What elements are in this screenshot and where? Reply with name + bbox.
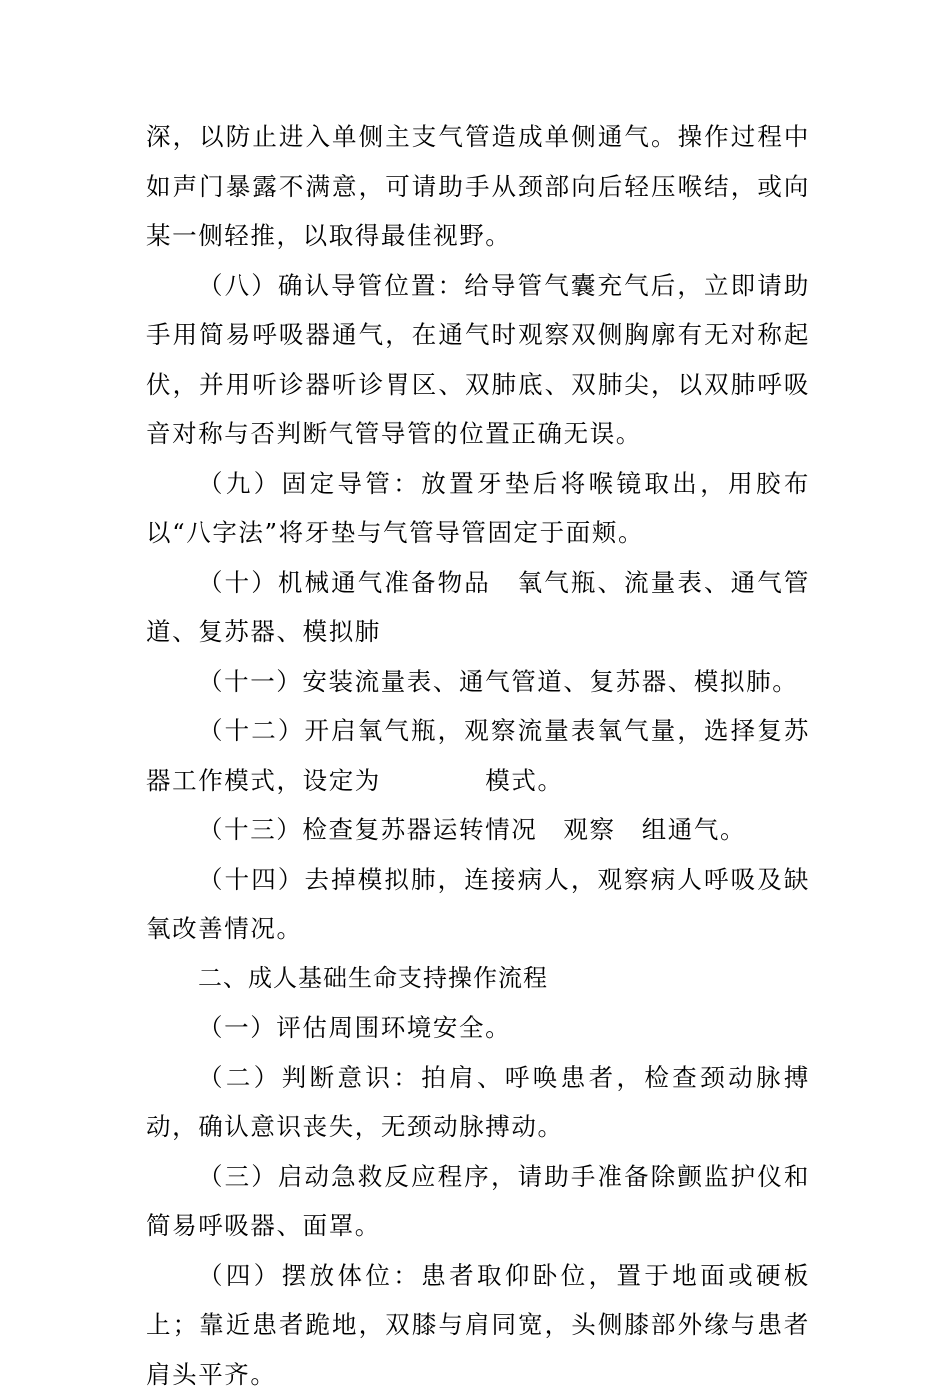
paragraph-confirm-tube-position: （八）确认导管位置：给导管气囊充气后，立即请助手用简易呼吸器通气，在通气时观察双侧胸廓有无对称起伏，并用听诊器听诊胃区、双肺底、双肺尖，以双肺呼吸音对称与否判断气管导管的位置正确无误。 [146, 261, 810, 459]
paragraph-open-oxygen: （十二）开启氧气瓶，观察流量表氧气量，选择复苏器工作模式，设定为 模式。 [146, 706, 810, 805]
section-heading-bls: 二、成人基础生命支持操作流程 [146, 954, 810, 1004]
paragraph-activate-emergency: （三）启动急救反应程序，请助手准备除颤监护仪和简易呼吸器、面罩。 [146, 1152, 810, 1251]
paragraph-intubation-depth: 深，以防止进入单侧主支气管造成单侧通气。操作过程中如声门暴露不满意，可请助手从颈部向后轻压喉结，或向某一侧轻推，以取得最佳视野。 [146, 112, 810, 261]
paragraph-assess-environment: （一）评估周围环境安全。 [146, 1003, 810, 1053]
document-page [146, 112, 810, 1399]
paragraph-connect-patient: （十四）去掉模拟肺，连接病人，观察病人呼吸及缺氧改善情况。 [146, 855, 810, 954]
paragraph-check-resuscitator: （十三）检查复苏器运转情况 观察 组通气。 [146, 805, 810, 855]
paragraph-install-flowmeter: （十一）安装流量表、通气管道、复苏器、模拟肺。 [146, 657, 810, 707]
paragraph-judge-consciousness: （二）判断意识：拍肩、呼唤患者，检查颈动脉搏动，确认意识丧失，无颈动脉搏动。 [146, 1053, 810, 1152]
paragraph-ventilation-prep: （十）机械通气准备物品 氧气瓶、流量表、通气管道、复苏器、模拟肺 [146, 558, 810, 657]
paragraph-fix-tube: （九）固定导管：放置牙垫后将喉镜取出，用胶布以“八字法”将牙垫与气管导管固定于面颊。 [146, 459, 810, 558]
paragraph-position-patient: （四）摆放体位：患者取仰卧位，置于地面或硬板上；靠近患者跪地，双膝与肩同宽，头侧膝部外缘与患者肩头平齐。 [146, 1251, 810, 1399]
